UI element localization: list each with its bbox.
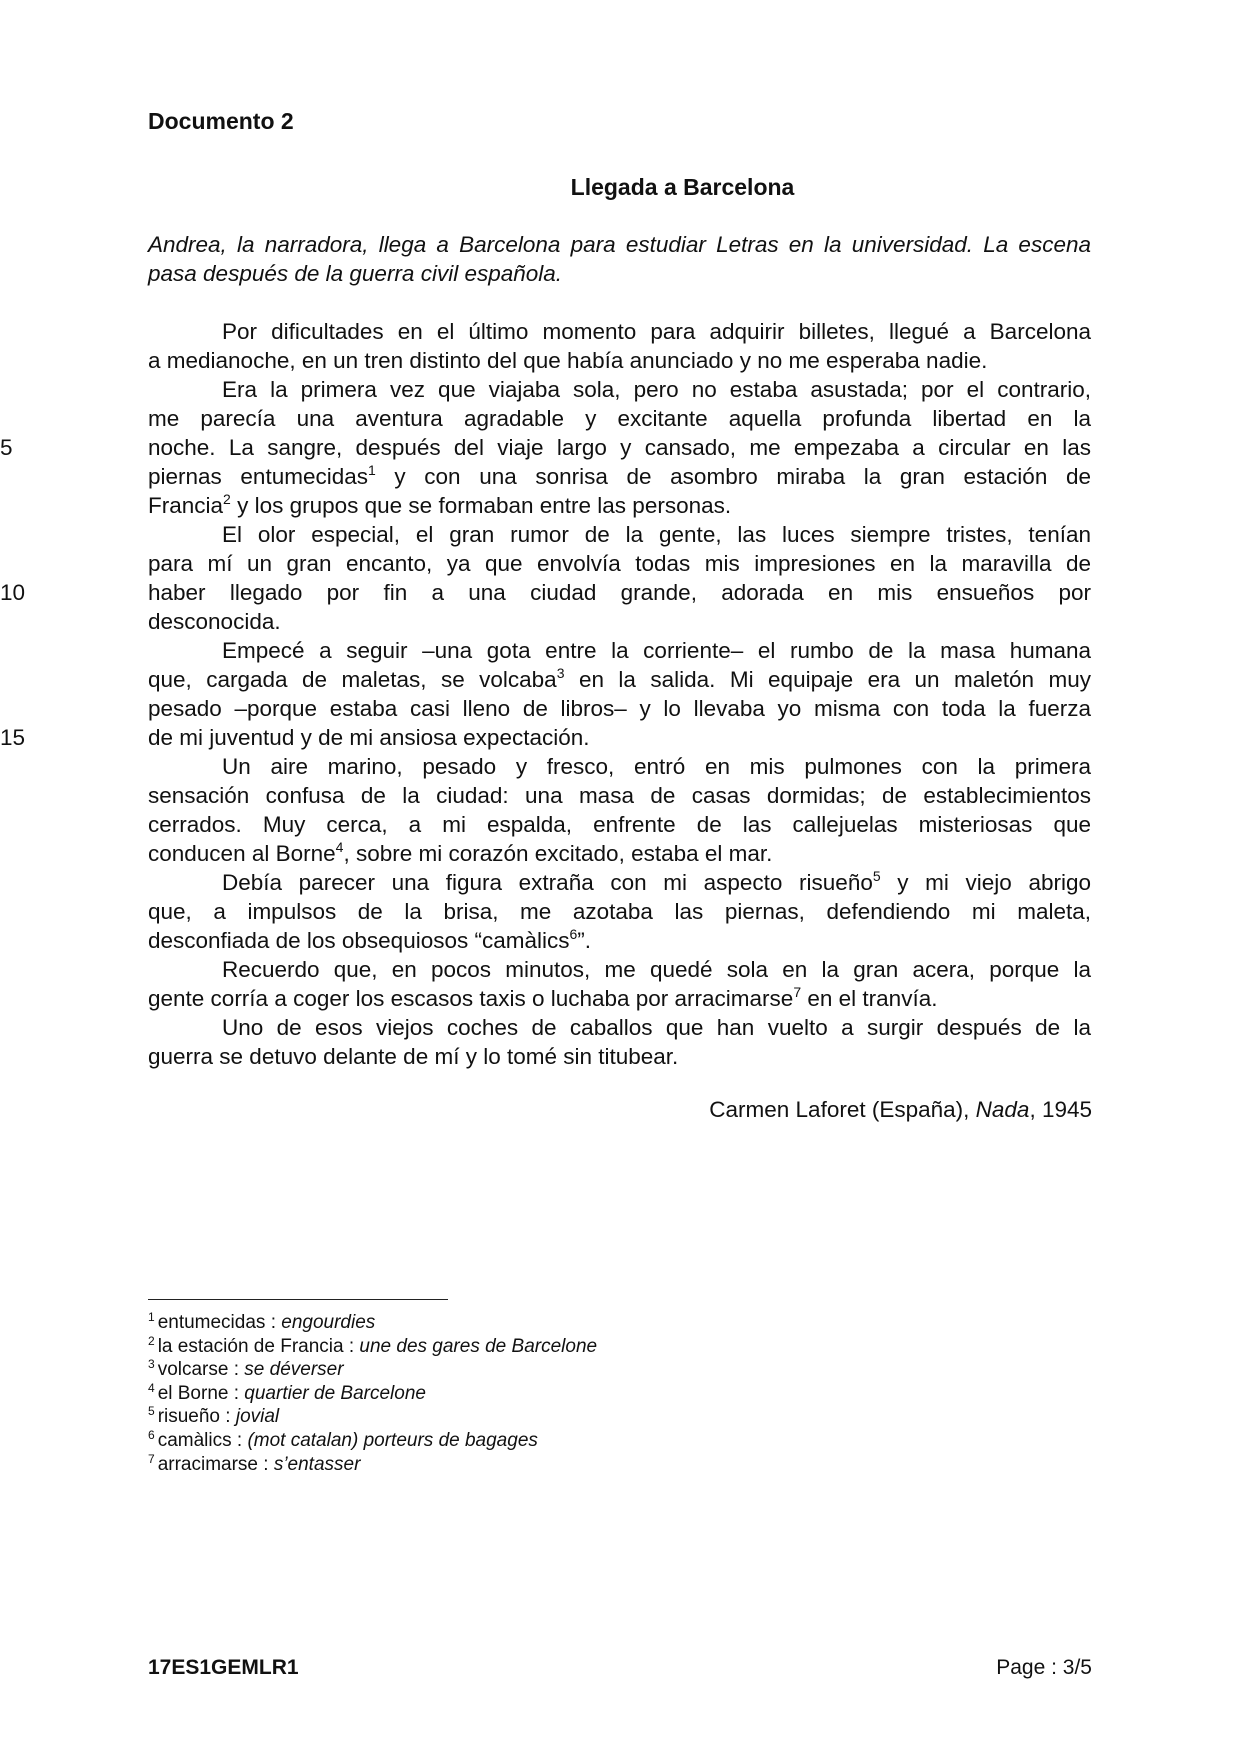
text-line: 15 de mi juventud y de mi ansiosa expectación.: [0, 725, 590, 750]
footnote-ref: 6: [569, 926, 578, 942]
text-line: Un aire marino, pesado y fresco, entró en mis pulmones con la primera: [222, 754, 1091, 779]
footnote-item: $^3$ volcarse : se déverser: [148, 1357, 344, 1381]
footnote-ref: 4: [335, 839, 344, 855]
text-line: Era la primera vez que viajaba sola, pero no estaba asustada; por el contrario,: [222, 377, 1091, 402]
text-line: Francia$^2$ y los grupos que se formaban entre las personas.: [148, 491, 732, 518]
footnote-ref: 7: [793, 984, 802, 1000]
text-line: conducen al Borne$^4$, sobre mi corazón excitado, estaba el mar.: [148, 839, 773, 866]
footnote-item: $^2$ la estación de Francia : une des gares de Barcelone: [148, 1333, 598, 1357]
footnote-ref: 3: [556, 665, 565, 681]
text-line: gente corría a coger los escasos taxis o luchaba por arracimarse$^7$ en el tranvía.: [148, 984, 938, 1011]
text-line: El olor especial, el gran rumor de la gente, las luces siempre tristes, tenían: [222, 522, 1091, 547]
page-number: Page : 3/5: [996, 1656, 1092, 1679]
text-line: desconfiada de los obsequiosos “camàlics$^6$”.: [148, 926, 592, 953]
work-title: Nada: [975, 1097, 1030, 1122]
footnote-item: $^7$ arracimarse : s’entasser: [148, 1451, 361, 1475]
line-number: 10: [0, 580, 26, 605]
exam-code: 17ES1GEMLR1: [148, 1656, 299, 1679]
text-line: 5 noche. La sangre, después del viaje largo y cansado, me empezaba a circular en las: [0, 435, 1091, 460]
footnote-divider: [148, 1299, 448, 1300]
text-line: Recuerdo que, en pocos minutos, me quedé sola en la gran acera, porque la: [222, 957, 1091, 982]
text-line: que, cargada de maletas, se volcaba$^3$ en la salida. Mi equipaje era un maletón muy: [148, 665, 1091, 692]
footnote-item: $^5$ risueño : jovial: [148, 1404, 280, 1428]
text-line: desconocida.: [148, 609, 281, 634]
footnote-item: $^4$ el Borne : quartier de Barcelone: [148, 1380, 426, 1404]
text-line: a medianoche, en un tren distinto del que había anunciado y no me esperaba nadie.: [148, 348, 988, 373]
text-line: piernas entumecidas$^1$ y con una sonrisa de asombro miraba la gran estación de: [148, 462, 1091, 489]
attribution: Carmen Laforet (España), Nada, 1945: [709, 1097, 1092, 1122]
text-line: guerra se detuvo delante de mí y lo tomé sin titubear.: [148, 1044, 679, 1069]
text-line: Empecé a seguir –una gota entre la corriente– el rumbo de la masa humana: [222, 638, 1091, 663]
footnotes: [148, 1311, 597, 1476]
text-line: Debía parecer una figura extraña con mi aspecto risueño$^5$ y mi viejo abrigo: [148, 868, 1091, 897]
text-line: Por dificultades en el último momento para adquirir billetes, llegué a Barcelona: [222, 319, 1091, 344]
text-line: para mí un gran encanto, ya que envolvía todas mis impresiones en la maravilla de: [148, 551, 1091, 576]
text-line: que, a impulsos de la brisa, me azotaba las piernas, defendiendo mi maleta,: [148, 899, 1091, 924]
text-line: me parecía una aventura agradable y excitante aquella profunda libertad en la: [148, 406, 1091, 431]
footnote-ref: 1: [368, 462, 376, 478]
text-line: pesado –porque estaba casi lleno de libros– y lo llevaba yo misma con toda la fuerza: [148, 696, 1091, 721]
main-text: [0, 317, 1091, 1071]
title-text: Llegada a Barcelona: [570, 174, 795, 200]
document-label: Documento 2: [148, 108, 294, 134]
footnote-ref: 2: [223, 491, 231, 507]
line-number: 15: [0, 725, 26, 750]
footnote-item: $^6$ camàlics : (mot catalan) porteurs de bagages: [148, 1427, 538, 1451]
intro-paragraph: Andrea, la narradora, llega a Barcelona para estudiar Letras en la universidad. La escena pasa después de la guerra civil española.: [148, 232, 1091, 286]
line-number: [0, 868, 36, 897]
footnote-ref: 5: [872, 868, 881, 884]
line-number: 5: [0, 435, 13, 460]
text-line: Uno de esos viejos coches de caballos que han vuelto a surgir después de la: [148, 1013, 1091, 1042]
footnote-item: $^1$ entumecidas : engourdies: [148, 1310, 376, 1333]
text-line: 10 haber llegado por fin a una ciudad grande, adorada en mis ensueños por: [0, 580, 1091, 605]
line-number: [0, 1013, 36, 1042]
text-line: cerrados. Muy cerca, a mi espalda, enfrente de las callejuelas misteriosas que: [148, 812, 1091, 837]
text-line: sensación confusa de la ciudad: una masa de casas dormidas; de establecimientos: [148, 783, 1091, 808]
page-title: [0, 174, 1240, 201]
